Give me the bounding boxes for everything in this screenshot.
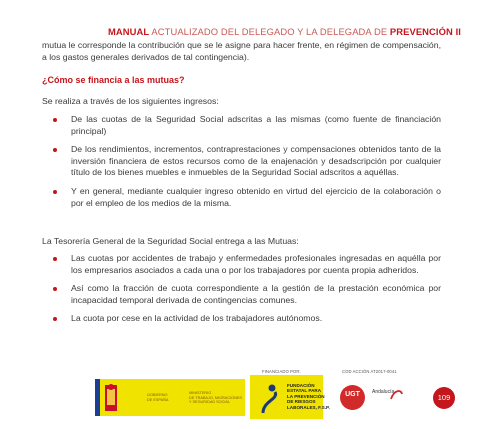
- lead-in-treasury: La Tesorería General de la Seguridad Social entrega a las Mutuas:: [42, 236, 299, 246]
- andalucia-swoosh-icon: [389, 387, 404, 402]
- list-item-text: La cuota por cese en la actividad de los trabajadores autónomos.: [71, 313, 323, 324]
- list-item: [42, 253, 441, 276]
- list-item-text: Y en general, mediante cualquier ingreso obtenido en virtud del ejercicio de la colaboración o por el empleo de los medios de la misma.: [71, 185, 441, 208]
- gov-line-2: DE ESPAÑA: [147, 397, 169, 402]
- gov-line-1: GOBIERNO: [147, 393, 168, 397]
- header-manual: MANUAL: [108, 26, 150, 37]
- bullet-icon: [53, 190, 57, 194]
- foundation-line-1: FUNDACIÓN: [287, 383, 315, 388]
- ministry-line-3: Y SEGURIDAD SOCIAL: [189, 400, 231, 404]
- bullet-icon: [53, 317, 57, 321]
- income-list: [42, 114, 441, 209]
- bullet-icon: [53, 148, 57, 152]
- foundation-line-3: LA PREVENCIÓN: [287, 393, 325, 399]
- section-heading: ¿Cómo se financia a las mutuas?: [42, 75, 185, 85]
- list-item-text: De las cuotas de la Seguridad Social adscritas a las mismas (como fuente de financiación principal): [71, 114, 441, 136]
- bullet-icon: [53, 118, 57, 122]
- ugt-logo-text: UGT: [345, 391, 360, 398]
- financed-by-label: FINANCIADO POR:: [262, 369, 301, 374]
- list-item: [42, 144, 441, 179]
- gov-text: [147, 393, 168, 402]
- list-item: [42, 186, 441, 209]
- lead-in-income: Se realiza a través de los siguientes ingresos:: [42, 96, 219, 106]
- ministry-text: [189, 391, 242, 405]
- intro-paragraph: mutua le corresponde la contribución que se le asigne para hacer frente, en régimen de compensación, a los gastos generales derivados de tal contingencia).: [42, 40, 441, 62]
- bullet-icon: [53, 257, 57, 261]
- list-item: [42, 114, 441, 137]
- government-logo: [95, 379, 245, 416]
- list-item-text: De los rendimientos, incrementos, contraprestaciones y compensaciones obtenidos tanto de la inversión financiera de estos recursos como de la enajenación y desadscripción por cualquier título de los bienes muebles e inmuebles de la Seguridad Social adscritos a aquéllas.: [71, 144, 441, 178]
- foundation-line-2: ESTATAL PARA: [287, 388, 322, 394]
- running-header: [0, 26, 461, 37]
- header-title: ACTUALIZADO DEL DELEGADO Y LA DELEGADA DE: [149, 26, 390, 37]
- foundation-line-4: DE RIESGOS: [287, 399, 316, 405]
- andalucia-label: Andalucía: [372, 389, 395, 395]
- list-item-text: Así como la fracción de cuota correspondiente a la gestión de la prestación económica por incapacidad temporal derivada de contingencias comunes.: [71, 283, 441, 305]
- list-item: [42, 283, 441, 306]
- header-prevencion: PREVENCIÓN II: [389, 26, 461, 37]
- foundation-text: [287, 383, 330, 410]
- page-number-badge: 109: [433, 387, 455, 409]
- list-item-text: Las cuotas por accidentes de trabajo y enfermedades profesionales ingresadas en aquélla por los empresarios asociados a cada una o por los trabajadores por cuenta propia adheridos.: [71, 253, 441, 275]
- action-code-label: COD ACCIÓN AT2017-0041: [342, 369, 397, 374]
- ministry-line-2: DE TRABAJO, MIGRACIONES: [189, 395, 242, 400]
- foundation-figure-icon: [259, 383, 283, 415]
- ministry-line-1: MINISTERIO: [189, 391, 212, 395]
- foundation-line-5: LABORALES, F.S.P.: [287, 404, 330, 410]
- bullet-icon: [53, 287, 57, 291]
- list-item: [42, 313, 441, 325]
- treasury-list: [42, 253, 441, 325]
